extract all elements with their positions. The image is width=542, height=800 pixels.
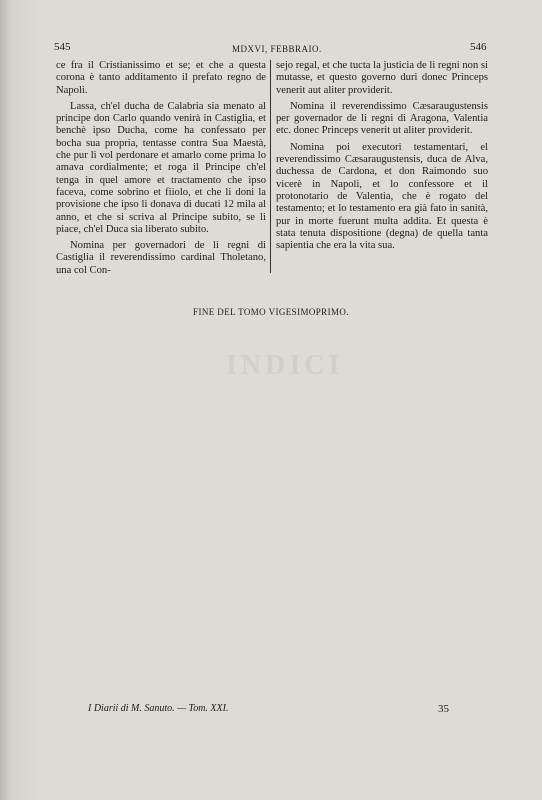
show-through-watermark: INDICI bbox=[226, 350, 344, 381]
paragraph: Nomina poi executori testamentari, el reverendissimo Cæsaraugustensis, duca de Alva, duchessa de Cardona, et don Raimondo suo vicerè in Napoli, et lo confessore et il protonotario de Valentia, che è rogato del testamento; et lo testamento era già fato in sanità, pur in morte fuerunt multa addita. Et questa è stata tenuta dispositione (degna) de quella tanta sapientia che era la vita sua. bbox=[276, 141, 488, 252]
paragraph: Nomina il reverendissimo Cæsaraugustensis per governador de li regni di Aragona, Valentia etc. donec Princeps venerit ut aliter providerit. bbox=[276, 100, 488, 137]
end-of-volume-note: FINE DEL TOMO VIGESIMOPRIMO. bbox=[193, 307, 349, 317]
paragraph: Nomina per governadori de li regni di Castiglia il reverendissimo cardinal Tholetano, una col Con- bbox=[56, 240, 266, 276]
column-divider bbox=[270, 60, 271, 273]
right-page-number: 546 bbox=[470, 41, 487, 53]
paragraph: ce fra il Cristianissimo et se; et che a questa corona è tanto additamento il prefato regno de Napoli. bbox=[56, 60, 266, 96]
left-page-number: 545 bbox=[54, 41, 71, 53]
right-text-column bbox=[276, 60, 488, 252]
paragraph: Lassa, ch'el ducha de Calabria sia menato al principe don Carlo quando venirà in Castiglia, et benchè ipso Ducha, come ha confessato per bocha sua propria, tentasse contra Sua Maestà, che pur li vol perdonare et amarlo come prima lo amava cordialmente; et roga il Principe ch'el tenga in quel amore et tractamento che ipso faceva, come sobrino et fiiolo, et che li doni la provisione che ipso li donava di ducati 12 mila al anno, et che si scriva al Principe subito, se li piace, ch'el Duca sia liberato subito. bbox=[56, 100, 266, 235]
left-text-column bbox=[56, 60, 266, 277]
paragraph: sejo regal, et che tucta la justicia de li regni non si mutasse, et questo governo duri donec Princeps venerit aut aliter providerit. bbox=[276, 60, 488, 96]
running-header: MDXVI, FEBBRAIO. bbox=[232, 44, 322, 54]
footer-title: I Diarii di M. Sanuto. — Tom. XXI. bbox=[88, 703, 229, 714]
signature-mark: 35 bbox=[438, 703, 449, 715]
